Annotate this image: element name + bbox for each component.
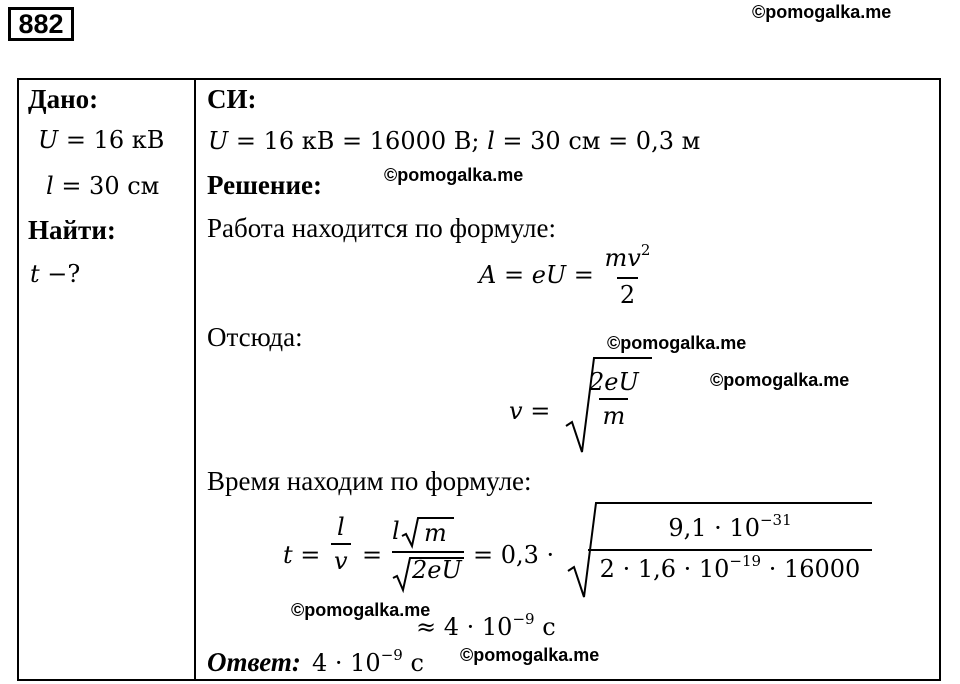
given-u — [38, 126, 164, 154]
f3-frac1 — [331, 513, 351, 575]
f3-frac2-num-m: m — [424, 519, 447, 547]
f3-rad-num: 9,1 · 10 — [668, 514, 760, 542]
approx-unit: с — [534, 613, 556, 641]
f3-frac1-num: l — [336, 513, 345, 541]
si-title: СИ: — [207, 84, 257, 114]
work-text: Работа находится по формуле: — [207, 213, 556, 243]
given-title: Дано: — [28, 84, 99, 114]
find-var: t — [30, 260, 40, 288]
si-u-var: U — [208, 127, 229, 155]
f2-fraction — [586, 368, 642, 430]
f2-lhs — [509, 397, 550, 425]
f3-rad-num-sup: −31 — [759, 511, 792, 529]
f3-rad-den-a: 2 · 1,6 · 10 — [599, 555, 730, 583]
answer-sup: −9 — [380, 646, 403, 664]
find-title: Найти: — [28, 215, 116, 245]
watermark-top: ©pomogalka.me — [752, 2, 892, 22]
watermark: ©pomogalka.me — [291, 600, 431, 620]
formula-work — [479, 241, 653, 309]
watermark: ©pomogalka.me — [460, 645, 600, 665]
from-here-text: Отсюда: — [207, 322, 303, 352]
answer-text: 4 · 10 — [312, 649, 381, 677]
f3-lhs — [283, 541, 320, 569]
approx-text: ≈ 4 · 10 — [416, 613, 513, 641]
f1-num: mv — [604, 244, 641, 272]
watermark: ©pomogalka.me — [607, 333, 747, 353]
given-l-var: l — [46, 172, 54, 200]
find-value: −? — [39, 260, 81, 288]
f1-num-sup: 2 — [640, 241, 651, 259]
approx-sup: −9 — [512, 610, 535, 628]
f3-eq1: = — [362, 541, 383, 569]
si-u-text: = 16 кВ = 16000 В; — [228, 127, 488, 155]
f1-lhs: A = eU = — [479, 261, 594, 289]
answer-label: Ответ: — [207, 647, 301, 677]
f3-rad-den-sup: −19 — [729, 552, 762, 570]
f2-den: m — [599, 398, 628, 430]
f1-den: 2 — [617, 277, 638, 309]
answer-value — [312, 646, 424, 680]
f3-rad-den-b: · 16000 — [761, 555, 861, 583]
time-text: Время находим по формуле: — [207, 466, 532, 496]
f3-frac1-den: v — [331, 543, 351, 575]
f3-lhs-text: t = — [283, 541, 321, 569]
approx-result — [416, 610, 556, 644]
answer-unit: с — [402, 649, 424, 677]
column-divider — [194, 78, 196, 681]
si-l-var: l — [487, 127, 495, 155]
watermark: ©pomogalka.me — [384, 165, 524, 185]
find-item — [30, 260, 80, 288]
given-l-value: = 30 см — [53, 172, 160, 200]
f3-frac2-den: 2eU — [412, 556, 462, 584]
f3-radicand — [588, 511, 872, 586]
f2-num: 2eU — [589, 368, 639, 396]
watermark: ©pomogalka.me — [710, 370, 850, 390]
f1-fraction — [602, 241, 654, 309]
f3-frac2-num-l: l — [392, 517, 400, 545]
f3-eq2: = 0,3 · — [473, 541, 555, 569]
f2-lhs-text: v = — [509, 397, 551, 425]
solution-title: Решение: — [207, 170, 322, 200]
given-u-value: = 16 кВ — [58, 126, 165, 154]
si-l-text: = 30 см = 0,3 м — [494, 127, 701, 155]
given-l — [46, 172, 159, 200]
si-conversion — [208, 127, 700, 155]
given-u-var: U — [38, 126, 59, 154]
problem-number: 882 — [8, 7, 74, 41]
